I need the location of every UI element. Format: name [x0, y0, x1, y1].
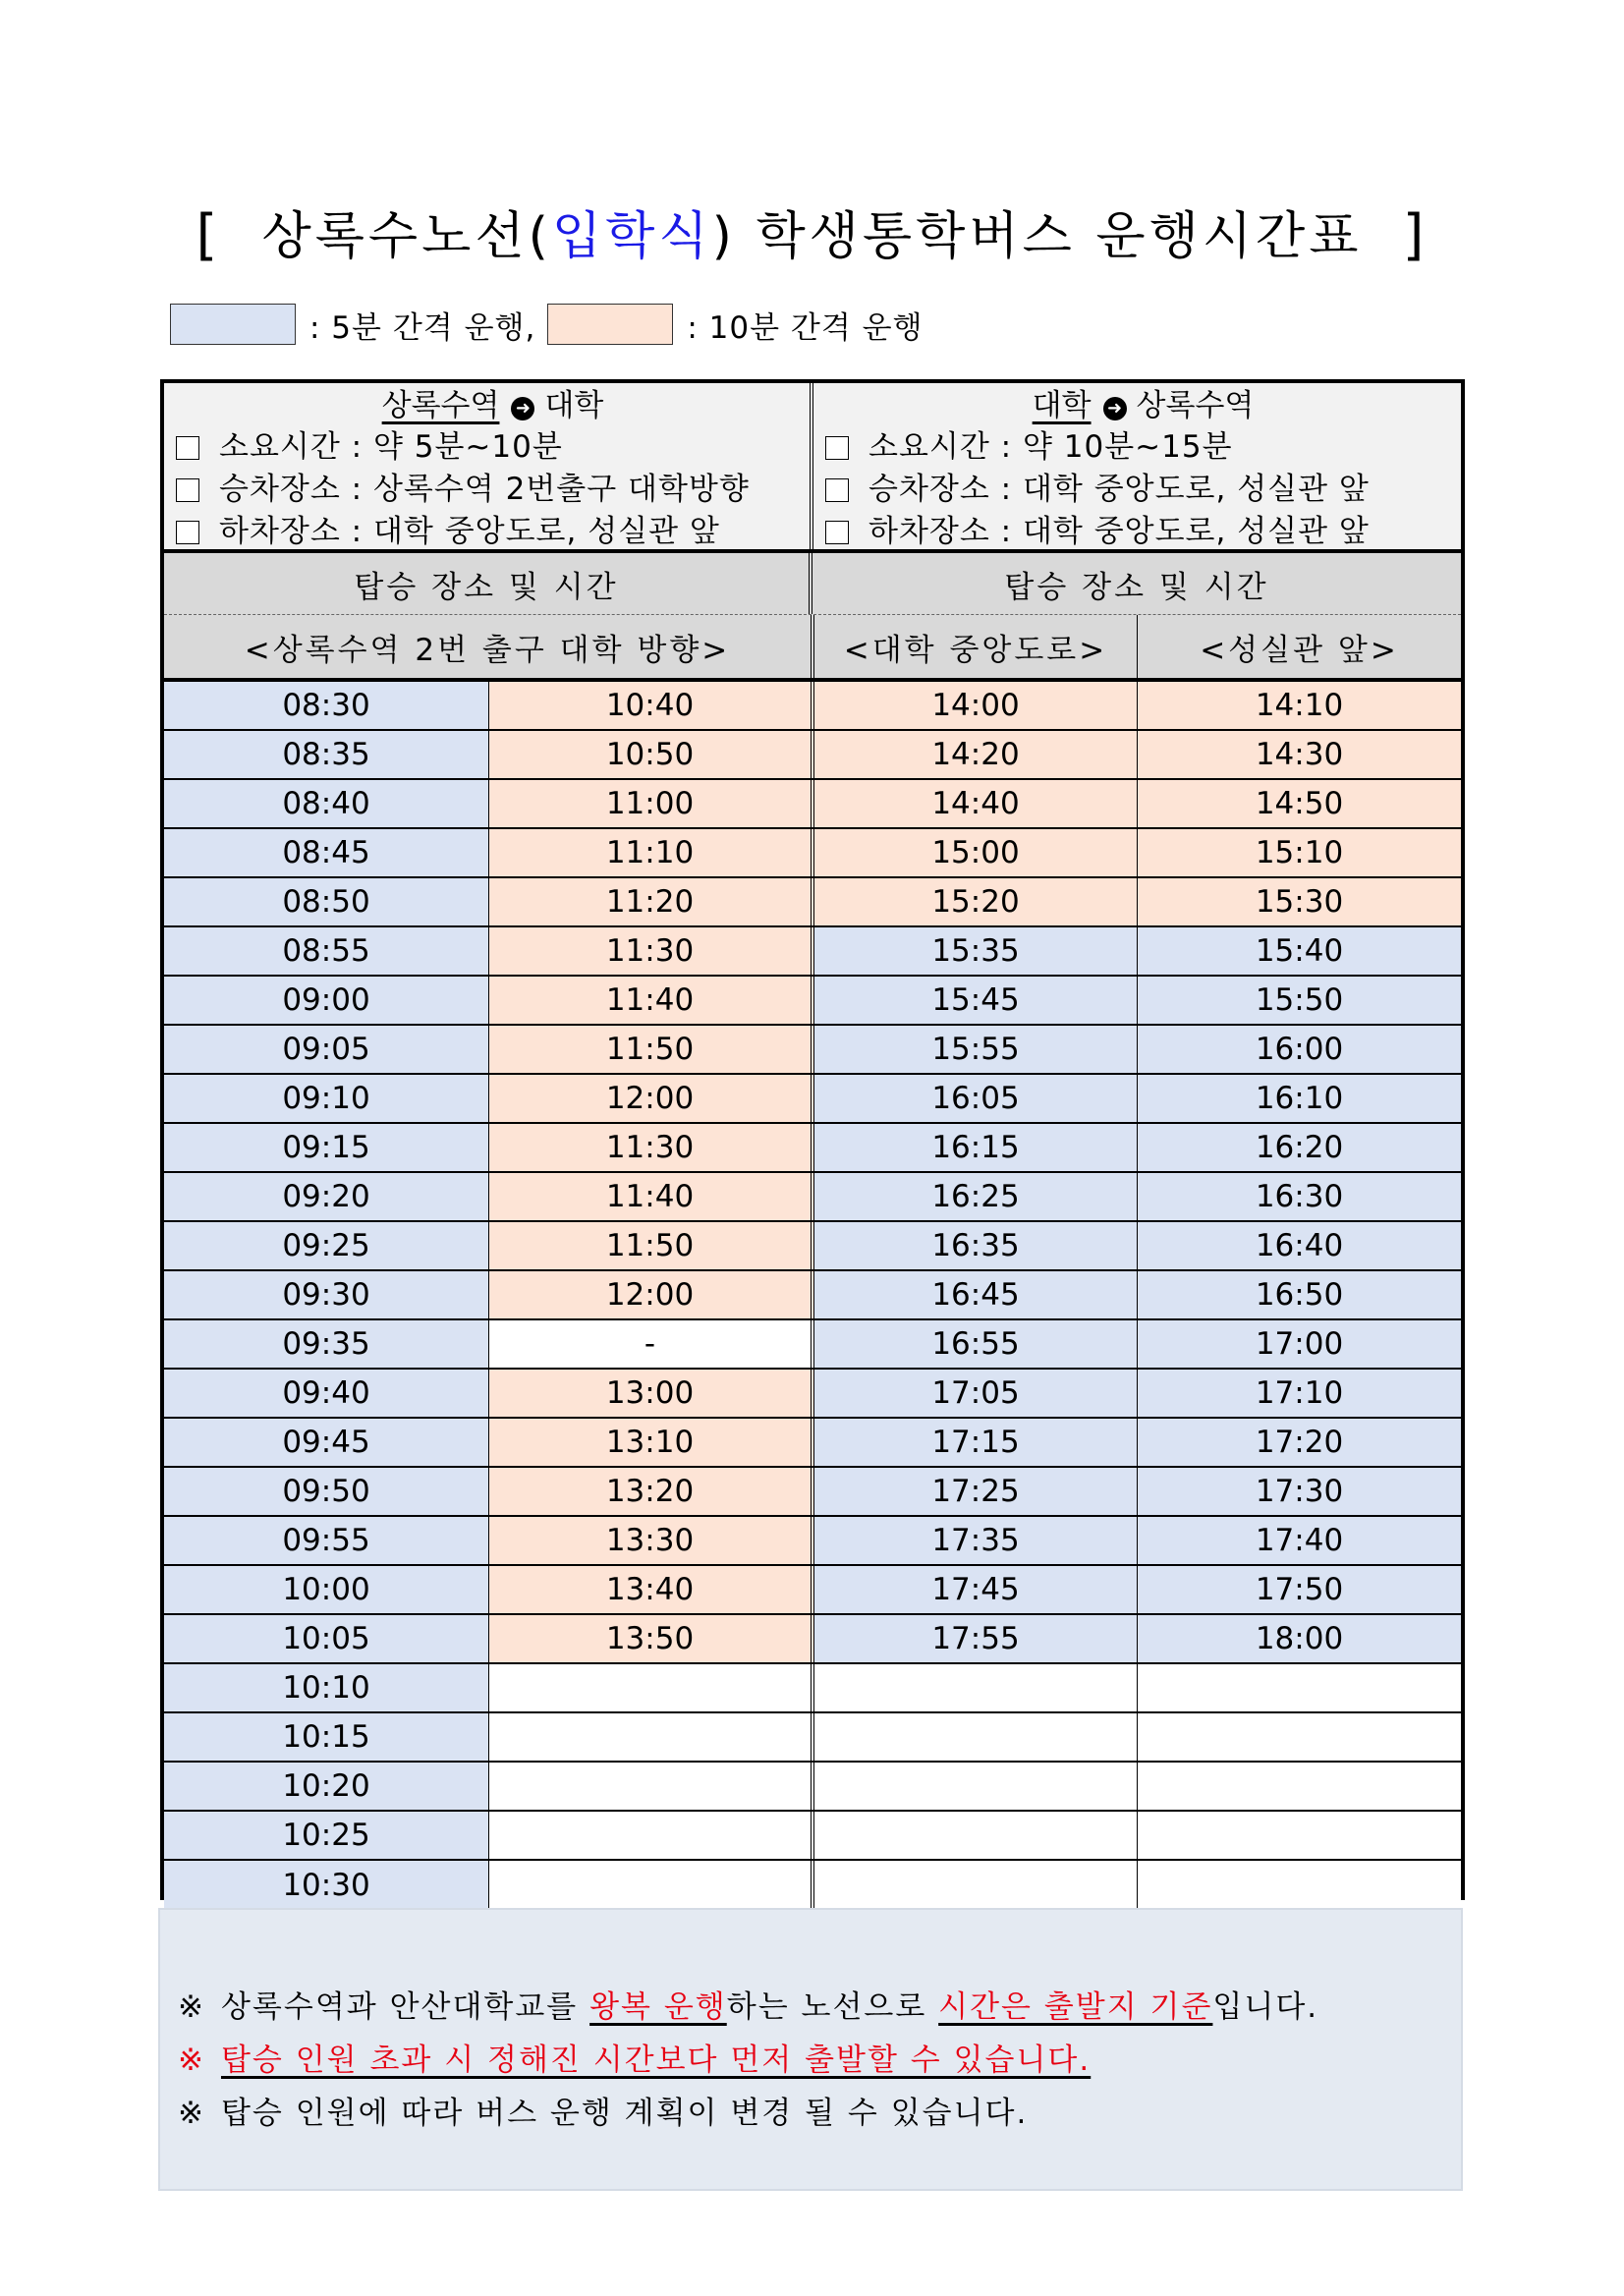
- route-info: [164, 383, 1461, 553]
- time-seongsil-hall: 15:30: [1138, 878, 1461, 925]
- table-row: [164, 1370, 1461, 1419]
- time-seongsil-hall: 15:50: [1138, 977, 1461, 1024]
- time-station-5min: 10:25: [164, 1812, 489, 1859]
- table-header: [164, 553, 1461, 682]
- note-highlight-round-trip: 왕복 운행: [589, 1989, 727, 2025]
- time-seongsil-hall: 16:40: [1138, 1222, 1461, 1269]
- subheader-seongsil-hall: <성실관 앞>: [1200, 632, 1399, 668]
- time-seongsil-hall: 17:40: [1138, 1517, 1461, 1564]
- page-title: [0, 195, 1624, 268]
- time-station-10min: 11:50: [489, 1026, 814, 1073]
- time-central-road: 17:55: [814, 1615, 1138, 1662]
- time-central-road: 16:05: [814, 1075, 1138, 1122]
- time-station-5min: 08:45: [164, 829, 489, 876]
- table-row: [164, 1861, 1461, 1909]
- route-destination: 상록수역: [1136, 388, 1255, 423]
- time-central-road: 17:25: [814, 1468, 1138, 1515]
- table-row: [164, 1124, 1461, 1173]
- table-row: [164, 1615, 1461, 1664]
- time-seongsil-hall: 16:50: [1138, 1271, 1461, 1318]
- table-row: [164, 1419, 1461, 1468]
- info-boarding: 승차장소 : 상록수역 2번출구 대학방향: [176, 469, 810, 511]
- time-station-10min: 11:30: [489, 1124, 814, 1171]
- time-central-road: 16:35: [814, 1222, 1138, 1269]
- subheader-station-exit: <상록수역 2번 출구 대학 방향>: [164, 615, 814, 678]
- time-central-road: 17:35: [814, 1517, 1138, 1564]
- time-central-road: 15:20: [814, 878, 1138, 925]
- header-row-2: [164, 615, 1461, 678]
- time-central-road: 15:00: [814, 829, 1138, 876]
- table-row: [164, 682, 1461, 731]
- header-boarding-left: 탑승 장소 및 시간: [164, 553, 812, 614]
- table-row: [164, 1566, 1461, 1615]
- time-station-5min: 09:55: [164, 1517, 489, 1564]
- time-central-road: 17:05: [814, 1370, 1138, 1417]
- time-seongsil-hall: 14:10: [1138, 682, 1461, 729]
- table-row: [164, 1763, 1461, 1812]
- header-boarding-right: 탑승 장소 및 시간: [1004, 569, 1269, 605]
- time-seongsil-hall: 16:10: [1138, 1075, 1461, 1122]
- time-station-5min: 09:25: [164, 1222, 489, 1269]
- title-open-bracket: [: [196, 203, 222, 267]
- legend-label-10min: : 10분 간격 운행: [687, 309, 924, 346]
- time-seongsil-hall: 16:00: [1138, 1026, 1461, 1073]
- checkbox-icon: [176, 478, 199, 502]
- time-station-10min: [489, 1713, 814, 1761]
- table-row: [164, 1812, 1461, 1861]
- time-station-5min: 09:05: [164, 1026, 489, 1073]
- checkbox-icon: [176, 436, 199, 460]
- reference-mark-icon: ※: [178, 2043, 205, 2078]
- time-station-10min: 12:00: [489, 1271, 814, 1318]
- time-station-10min: 13:50: [489, 1615, 814, 1662]
- title-close-bracket: ]: [1402, 203, 1428, 267]
- time-seongsil-hall: 17:50: [1138, 1566, 1461, 1613]
- subheader-central-road: <대학 중앙도로>: [814, 615, 1138, 678]
- notes-box: [158, 1908, 1463, 2191]
- time-station-5min: 08:55: [164, 927, 489, 975]
- time-seongsil-hall: 15:40: [1138, 927, 1461, 975]
- table-row: [164, 1664, 1461, 1713]
- note-plan-change: ※ 탑승 인원에 따라 버스 운행 계획이 변경 될 수 있습니다.: [178, 2096, 1029, 2131]
- time-seongsil-hall: 16:30: [1138, 1173, 1461, 1220]
- time-station-5min: 09:45: [164, 1419, 489, 1466]
- table-row: [164, 1713, 1461, 1763]
- table-row: [164, 1173, 1461, 1222]
- reference-mark-icon: ※: [178, 2096, 205, 2131]
- time-station-5min: 10:30: [164, 1861, 489, 1909]
- time-station-10min: [489, 1664, 814, 1711]
- arrow-right-icon: ➜: [1103, 397, 1127, 420]
- time-station-5min: 10:10: [164, 1664, 489, 1711]
- title-suffix: ) 학생통학버스 운행시간표: [711, 207, 1363, 266]
- time-central-road: 15:35: [814, 927, 1138, 975]
- legend-swatch-10min: [547, 304, 673, 345]
- time-station-10min: [489, 1812, 814, 1859]
- time-seongsil-hall: 17:00: [1138, 1320, 1461, 1368]
- table-row: [164, 1222, 1461, 1271]
- time-station-5min: 08:50: [164, 878, 489, 925]
- table-row: [164, 780, 1461, 829]
- time-central-road: [814, 1861, 1138, 1909]
- route-destination: 대학: [544, 388, 604, 423]
- table-row: [164, 1468, 1461, 1517]
- time-station-10min: [489, 1763, 814, 1810]
- route-origin: 대학: [1032, 388, 1092, 423]
- time-station-5min: 10:20: [164, 1763, 489, 1810]
- checkbox-icon: [825, 521, 849, 544]
- time-central-road: 14:00: [814, 682, 1138, 729]
- time-central-road: 17:15: [814, 1419, 1138, 1466]
- time-seongsil-hall: 18:00: [1138, 1615, 1461, 1662]
- route-direction-return: [825, 385, 1461, 426]
- table-row: [164, 1026, 1461, 1075]
- color-legend: [170, 303, 935, 346]
- time-station-10min: 13:20: [489, 1468, 814, 1515]
- info-duration: 소요시간 : 약 10분~15분: [825, 426, 1461, 469]
- time-station-5min: 08:30: [164, 682, 489, 729]
- time-seongsil-hall: [1138, 1713, 1461, 1761]
- time-station-5min: 09:00: [164, 977, 489, 1024]
- timetable: [160, 379, 1465, 1903]
- title-prefix: 상록수노선(: [261, 207, 552, 266]
- time-central-road: 16:45: [814, 1271, 1138, 1318]
- time-station-5min: 10:05: [164, 1615, 489, 1662]
- note-highlight-departure-basis: 시간은 출발지 기준: [938, 1989, 1213, 2025]
- checkbox-icon: [176, 521, 199, 544]
- info-alighting: 하차장소 : 대학 중앙도로, 성실관 앞: [176, 511, 810, 553]
- time-central-road: [814, 1664, 1138, 1711]
- time-central-road: 15:55: [814, 1026, 1138, 1073]
- route-info-return: [813, 383, 1461, 549]
- info-boarding: 승차장소 : 대학 중앙도로, 성실관 앞: [825, 469, 1461, 511]
- table-row: [164, 1517, 1461, 1566]
- time-seongsil-hall: 17:30: [1138, 1468, 1461, 1515]
- legend-label-5min: : 5분 간격 운행,: [309, 309, 536, 346]
- time-station-5min: 09:20: [164, 1173, 489, 1220]
- time-station-5min: 09:10: [164, 1075, 489, 1122]
- time-station-5min: 09:35: [164, 1320, 489, 1368]
- time-station-10min: 12:00: [489, 1075, 814, 1122]
- time-seongsil-hall: [1138, 1861, 1461, 1909]
- table-row: [164, 1271, 1461, 1320]
- time-station-10min: 10:40: [489, 682, 814, 729]
- table-row: [164, 927, 1461, 977]
- time-central-road: 17:45: [814, 1566, 1138, 1613]
- time-station-10min: 13:10: [489, 1419, 814, 1466]
- table-row: [164, 1075, 1461, 1124]
- time-seongsil-hall: 14:50: [1138, 780, 1461, 827]
- route-origin: 상록수역: [381, 388, 500, 423]
- note-early-departure: ※ 탑승 인원 초과 시 정해진 시간보다 먼저 출발할 수 있습니다.: [178, 2043, 1092, 2078]
- time-station-10min: 11:40: [489, 1173, 814, 1220]
- time-station-10min: [489, 1861, 814, 1909]
- time-station-10min: 11:20: [489, 878, 814, 925]
- time-central-road: 15:45: [814, 977, 1138, 1024]
- time-station-5min: 10:00: [164, 1566, 489, 1613]
- route-info-outbound: [164, 383, 813, 549]
- time-station-10min: 13:40: [489, 1566, 814, 1613]
- info-duration: 소요시간 : 약 5분~10분: [176, 426, 810, 469]
- table-body: [164, 682, 1461, 1909]
- time-station-5min: 08:35: [164, 731, 489, 778]
- time-station-10min: 11:40: [489, 977, 814, 1024]
- header-row-1: [164, 553, 1461, 615]
- time-station-10min: 11:00: [489, 780, 814, 827]
- time-station-5min: 09:40: [164, 1370, 489, 1417]
- time-station-10min: 10:50: [489, 731, 814, 778]
- reference-mark-icon: ※: [178, 1989, 205, 2025]
- time-station-10min: 11:30: [489, 927, 814, 975]
- time-seongsil-hall: 14:30: [1138, 731, 1461, 778]
- time-central-road: 14:40: [814, 780, 1138, 827]
- time-central-road: [814, 1713, 1138, 1761]
- time-seongsil-hall: 17:10: [1138, 1370, 1461, 1417]
- time-station-5min: 08:40: [164, 780, 489, 827]
- legend-swatch-5min: [170, 304, 296, 345]
- time-station-10min: 13:30: [489, 1517, 814, 1564]
- note-round-trip: ※ 상록수역과 안산대학교를 왕복 운행하는 노선으로 시간은 출발지 기준입니다.: [178, 1989, 1319, 2025]
- time-central-road: [814, 1812, 1138, 1859]
- time-station-5min: 09:30: [164, 1271, 489, 1318]
- table-row: [164, 1320, 1461, 1370]
- time-central-road: 14:20: [814, 731, 1138, 778]
- time-central-road: 16:55: [814, 1320, 1138, 1368]
- time-seongsil-hall: 16:20: [1138, 1124, 1461, 1171]
- table-row: [164, 878, 1461, 927]
- title-highlight: 입학식: [551, 207, 712, 266]
- time-station-5min: 09:15: [164, 1124, 489, 1171]
- time-station-10min: -: [489, 1320, 814, 1368]
- time-central-road: [814, 1763, 1138, 1810]
- time-central-road: 16:15: [814, 1124, 1138, 1171]
- time-station-5min: 09:50: [164, 1468, 489, 1515]
- time-station-5min: 10:15: [164, 1713, 489, 1761]
- time-central-road: 16:25: [814, 1173, 1138, 1220]
- time-station-10min: 13:00: [489, 1370, 814, 1417]
- route-direction-outbound: [176, 385, 810, 426]
- time-station-10min: 11:10: [489, 829, 814, 876]
- time-seongsil-hall: [1138, 1664, 1461, 1711]
- info-alighting: 하차장소 : 대학 중앙도로, 성실관 앞: [825, 511, 1461, 553]
- time-seongsil-hall: [1138, 1763, 1461, 1810]
- checkbox-icon: [825, 478, 849, 502]
- time-seongsil-hall: [1138, 1812, 1461, 1859]
- time-seongsil-hall: 15:10: [1138, 829, 1461, 876]
- table-row: [164, 829, 1461, 878]
- time-seongsil-hall: 17:20: [1138, 1419, 1461, 1466]
- checkbox-icon: [825, 436, 849, 460]
- table-row: [164, 977, 1461, 1026]
- table-row: [164, 731, 1461, 780]
- arrow-right-icon: ➜: [511, 397, 534, 420]
- time-station-10min: 11:50: [489, 1222, 814, 1269]
